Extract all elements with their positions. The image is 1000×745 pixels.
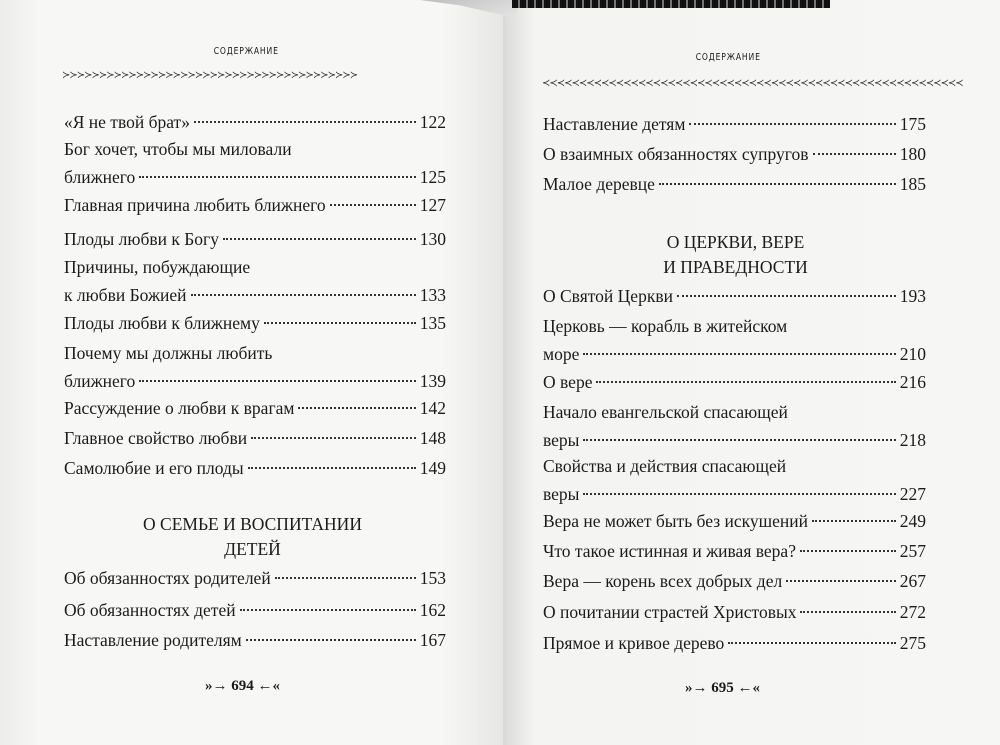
- toc-entry-title: ближнего: [64, 371, 136, 391]
- toc-entry-title: Вера — корень всех добрых дел: [543, 571, 783, 591]
- toc-page-number: 127: [419, 195, 446, 215]
- toc-page-number: 149: [419, 458, 446, 478]
- toc-entry-title: Самолюбие и его плоды: [64, 458, 244, 478]
- toc-entry-title: Наставление родителям: [64, 630, 242, 650]
- toc-entry: [64, 108, 446, 136]
- toc-entry: [64, 626, 446, 654]
- toc-entry: [64, 424, 446, 452]
- toc-page-number: 135: [419, 313, 446, 333]
- running-head: СОДЕРЖАНИЕ: [695, 52, 761, 63]
- toc-entry-title: море: [543, 344, 580, 364]
- toc-page-number: 193: [899, 286, 926, 306]
- toc-page-number: 210: [899, 344, 926, 364]
- dot-leader: [659, 183, 896, 185]
- toc-page-number: 249: [899, 511, 926, 531]
- toc-page-number: 142: [419, 398, 446, 418]
- toc-entry: [64, 225, 446, 253]
- toc-entry-title: О вере: [543, 372, 593, 392]
- dot-leader: [139, 380, 415, 382]
- toc-entry: [543, 170, 926, 198]
- dot-leader: [800, 550, 896, 552]
- toc-entry-title: Наставление детям: [543, 114, 686, 134]
- toc-entry-title: Что такое истинная и живая вера?: [543, 541, 796, 561]
- running-head: СОДЕРЖАНИЕ: [213, 46, 279, 57]
- toc-entry: [543, 567, 926, 595]
- page-number: 694: [231, 678, 254, 694]
- dot-leader: [812, 520, 896, 522]
- toc-entry-title: Малое деревце: [543, 174, 655, 194]
- dot-leader: [583, 353, 895, 355]
- toc-entry-title: веры: [543, 430, 580, 450]
- ornament-divider: ≻≻≻≻≻≻≻≻≻≻≻≻≻≻≻≻≻≻≻≻≻≻≻≻≻≻≻≻≻≻≻≻≻≻≻≻≻≻≻≻: [62, 70, 358, 81]
- toc-page-number: 148: [419, 428, 446, 448]
- section-heading-line: О ЦЕРКВИ, ВЕРЕ: [666, 232, 805, 252]
- toc-entry: [64, 309, 446, 337]
- section-heading: [543, 230, 928, 280]
- toc-entry-title: Церковь — корабль в житейском: [543, 316, 788, 336]
- toc-entry-title: Почему мы должны любить: [64, 343, 273, 363]
- toc-entry-title: Об обязанностях родителей: [64, 568, 271, 588]
- toc-entry-title: Рассуждение о любви к врагам: [64, 398, 295, 418]
- toc-entry: [64, 564, 446, 592]
- folio-ornament: »→: [205, 678, 228, 694]
- toc-entry: [64, 253, 446, 309]
- folio-ornament: ←«: [257, 678, 280, 694]
- toc-page-number: 275: [899, 633, 926, 653]
- dot-leader: [246, 639, 416, 641]
- section-heading: [60, 512, 445, 562]
- dot-leader: [330, 204, 416, 206]
- right-page: [505, 0, 1000, 745]
- toc-page-number: 257: [899, 541, 926, 561]
- toc-page-number: 167: [419, 630, 446, 650]
- toc-page-number: 162: [419, 600, 446, 620]
- toc-entry-title: О почитании страстей Христовых: [543, 602, 797, 622]
- toc-page-number: 218: [899, 430, 926, 450]
- toc-entry-title: Бог хочет, чтобы мы миловали: [64, 139, 292, 159]
- toc-entry: [64, 454, 446, 482]
- folio: [685, 680, 760, 697]
- toc-entry: [543, 398, 926, 454]
- toc-entry-title: Об обязанностях детей: [64, 600, 236, 620]
- toc-entry-title: Начало евангельской спасающей: [543, 402, 788, 422]
- toc-page-number: 122: [419, 112, 446, 132]
- dot-leader: [191, 294, 416, 296]
- page-number: 695: [711, 680, 734, 696]
- dot-leader: [583, 493, 895, 495]
- dot-leader: [813, 153, 896, 155]
- dot-leader: [194, 121, 416, 123]
- ornament-divider: ≺≺≺≺≺≺≺≺≺≺≺≺≺≺≺≺≺≺≺≺≺≺≺≺≺≺≺≺≺≺≺≺≺≺≺≺≺≺≺≺≺≺≺≺≺≺≺≺≺≺≺≺≺≺≺≺≺: [542, 78, 963, 89]
- folio: [205, 678, 280, 695]
- toc-page-number: 180: [899, 144, 926, 164]
- dot-leader: [298, 407, 415, 409]
- toc-entry-title: Причины, побуждающие: [64, 257, 251, 277]
- toc-entry: [543, 452, 926, 508]
- toc-entry-title: веры: [543, 484, 580, 504]
- toc-entry-title: О взаимных обязанностях супругов: [543, 144, 809, 164]
- toc-entry: [543, 282, 926, 310]
- folio-ornament: ←«: [737, 680, 760, 696]
- toc-entry: [543, 598, 926, 626]
- next-page-edge: [512, 0, 830, 8]
- toc-entry-title: Главная причина любить ближнего: [64, 195, 326, 215]
- toc-page-number: 125: [419, 167, 446, 187]
- dot-leader: [240, 609, 416, 611]
- toc-page-number: 175: [899, 114, 926, 134]
- toc-page-number: 272: [899, 602, 926, 622]
- toc-entry: [64, 596, 446, 624]
- toc-entry: [64, 135, 446, 191]
- toc-page-number: 185: [899, 174, 926, 194]
- dot-leader: [786, 580, 896, 582]
- toc-entry: [543, 537, 926, 565]
- toc-entry-title: ближнего: [64, 167, 136, 187]
- section-heading-line: ДЕТЕЙ: [224, 539, 281, 559]
- dot-leader: [223, 238, 416, 240]
- toc-entry: [543, 507, 926, 535]
- dot-leader: [248, 467, 416, 469]
- toc-entry-title: «Я не твой брат»: [64, 112, 190, 132]
- toc-page-number: 133: [419, 285, 446, 305]
- toc-page-number: 139: [419, 371, 446, 391]
- toc-entry-title: Плоды любви к ближнему: [64, 313, 260, 333]
- toc-entry: [64, 339, 446, 395]
- toc-page-number: 130: [419, 229, 446, 249]
- toc-entry: [64, 191, 446, 219]
- toc-page-number: 267: [899, 571, 926, 591]
- dot-leader: [596, 381, 895, 383]
- toc-entry: [543, 110, 926, 138]
- toc-entry-title: Прямое и кривое дерево: [543, 633, 725, 653]
- dot-leader: [689, 123, 895, 125]
- section-heading-line: И ПРАВЕДНОСТИ: [663, 257, 808, 277]
- toc-entry: [543, 629, 926, 657]
- toc-entry: [543, 368, 926, 396]
- toc-entry-title: О Святой Церкви: [543, 286, 673, 306]
- toc-entry-title: Свойства и действия спасающей: [543, 456, 787, 476]
- dot-leader: [677, 295, 896, 297]
- section-heading-line: О СЕМЬЕ И ВОСПИТАНИИ: [143, 514, 362, 534]
- toc-entry-title: Вера не может быть без искушений: [543, 511, 808, 531]
- dot-leader: [275, 577, 416, 579]
- dot-leader: [264, 322, 416, 324]
- toc-entry-title: Главное свойство любви: [64, 428, 248, 448]
- toc-entry-title: Плоды любви к Богу: [64, 229, 219, 249]
- dot-leader: [251, 437, 416, 439]
- toc-page-number: 227: [899, 484, 926, 504]
- toc-entry: [543, 140, 926, 168]
- dot-leader: [583, 439, 895, 441]
- folio-ornament: »→: [685, 680, 708, 696]
- toc-entry: [64, 394, 446, 422]
- toc-entry: [543, 312, 926, 368]
- toc-entry-title: к любви Божией: [64, 285, 187, 305]
- dot-leader: [800, 611, 895, 613]
- toc-page-number: 153: [419, 568, 446, 588]
- toc-page-number: 216: [899, 372, 926, 392]
- dot-leader: [139, 176, 415, 178]
- dot-leader: [728, 642, 895, 644]
